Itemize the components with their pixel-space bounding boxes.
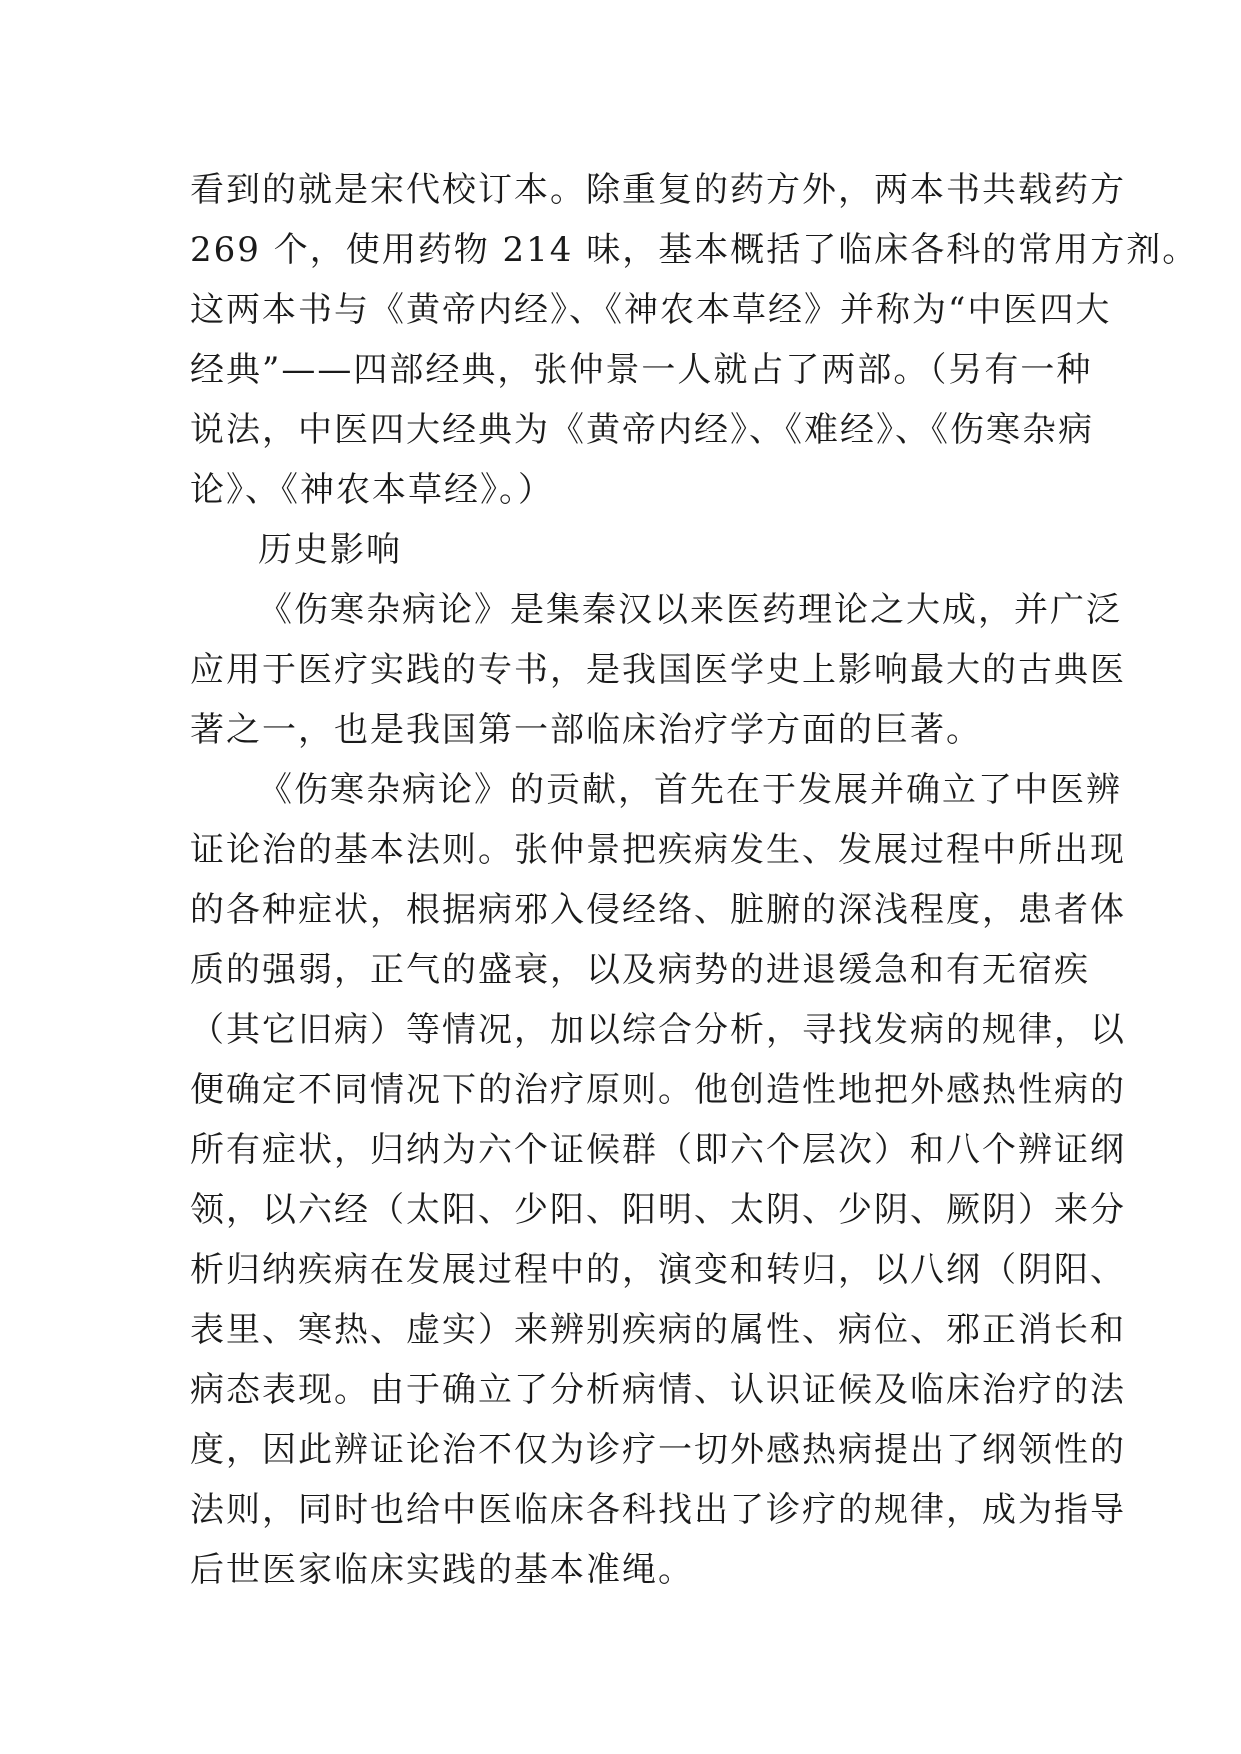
- text-line: 著之一，也是我国第一部临床治疗学方面的巨著。: [190, 710, 982, 750]
- text-line: 表里、寒热、虚实）来辨别疾病的属性、病位、邪正消长和: [190, 1310, 1126, 1350]
- text-line: 析归纳疾病在发展过程中的，演变和转归，以八纲（阴阳、: [190, 1250, 1126, 1290]
- text-line: 看到的就是宋代校订本。除重复的药方外，两本书共载药方: [190, 170, 1126, 210]
- text-line: 便确定不同情况下的治疗原则。他创造性地把外感热性病的: [190, 1070, 1126, 1110]
- section-heading: 历史影响: [258, 530, 402, 570]
- document-body: [190, 160, 1199, 1600]
- text-line: 领，以六经（太阳、少阳、阳明、太阴、少阴、厥阴）来分: [190, 1190, 1126, 1230]
- text-line: 的各种症状，根据病邪入侵经络、脏腑的深浅程度，患者体: [190, 890, 1126, 930]
- text-line: 经典”——四部经典，张仲景一人就占了两部。（另有一种: [190, 350, 1093, 390]
- text-line: 质的强弱，正气的盛衰，以及病势的进退缓急和有无宿疾: [190, 950, 1090, 990]
- text-line: 病态表现。由于确立了分析病情、认识证候及临床治疗的法: [190, 1370, 1126, 1410]
- text-line: 说法，中医四大经典为《黄帝内经》、《难经》、《伤寒杂病: [190, 410, 1094, 450]
- text-line: （其它旧病）等情况，加以综合分析，寻找发病的规律，以: [190, 1010, 1126, 1050]
- paragraph-first-line: 《伤寒杂病论》的贡献，首先在于发展并确立了中医辨: [258, 770, 1122, 810]
- text-line: 法则，同时也给中医临床各科找出了诊疗的规律，成为指导: [190, 1490, 1126, 1530]
- paragraph-first-line: 《伤寒杂病论》是集秦汉以来医药理论之大成，并广泛: [258, 590, 1122, 630]
- text-line: 应用于医疗实践的专书，是我国医学史上影响最大的古典医: [190, 650, 1126, 690]
- text-line: 这两本书与《黄帝内经》、《神农本草经》并称为“中医四大: [190, 290, 1112, 330]
- text-line: 度，因此辨证论治不仅为诊疗一切外感热病提出了纲领性的: [190, 1430, 1126, 1470]
- text-line: 269 个，使用药物 214 味，基本概括了临床各科的常用方剂。: [190, 230, 1199, 270]
- text-line: 证论治的基本法则。张仲景把疾病发生、发展过程中所出现: [190, 830, 1126, 870]
- text-line: 论》、《神农本草经》。）: [190, 470, 554, 510]
- text-line: 所有症状，归纳为六个证候群（即六个层次）和八个辨证纲: [190, 1130, 1126, 1170]
- text-line: 后世医家临床实践的基本准绳。: [190, 1550, 694, 1590]
